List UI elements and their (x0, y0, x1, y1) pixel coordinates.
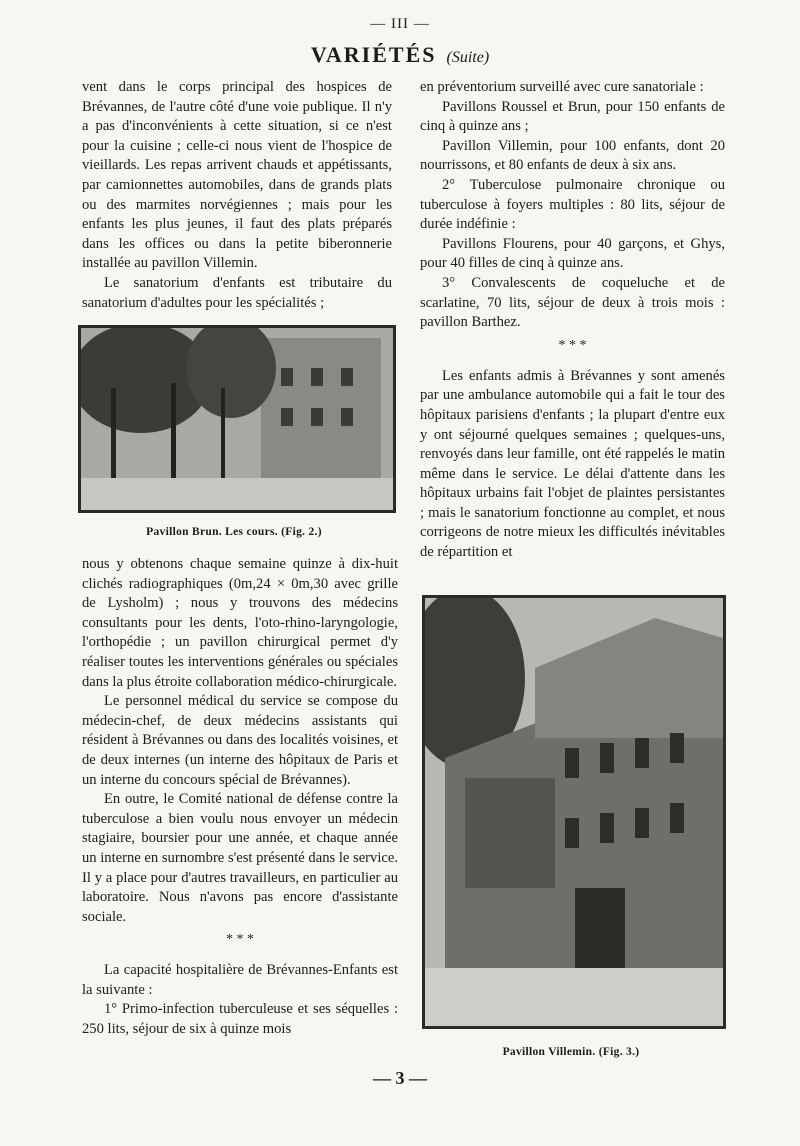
page-subtitle: (Suite) (446, 49, 490, 66)
paragraph: Pavillons Flourens, pour 40 garçons, et Ghys, pour 40 filles de cinq à quinze ans. (420, 235, 725, 272)
paragraph: En outre, le Comité national de défense contre la tuberculose a bien voulu nous envoyer un médecin stagiaire, boursier pour une année, et chaque année un interne en surnombre s'est présenté dans le service. Il y a place pour d'autres travailleurs, en particulier au laboratoire. Nous n'avons pas encore d'assistante sociale. (82, 791, 398, 925)
figure-2-photo (78, 325, 396, 513)
roman-page-number: — III — (370, 16, 430, 32)
paragraph: Pavillons Roussel et Brun, pour 150 enfants de cinq à quinze ans ; (420, 98, 725, 135)
right-column-top (420, 78, 725, 563)
photo-pavillon-brun (81, 328, 393, 510)
figure-2-caption: Pavillon Brun. Les cours. (Fig. 2.) (146, 526, 322, 538)
left-column-top (82, 78, 392, 313)
paragraph: Le personnel médical du service se compose du médecin-chef, de deux médecins assistants qui résident à Brévannes ou dans des localités voisines, et de deux internes (un interne des hôpitaux de Paris et un interne du concours spécial de Brévannes). (82, 693, 398, 788)
page-number: — 3 — (373, 1068, 427, 1088)
paragraph: en préventorium surveillé avec cure sanatoriale : (420, 79, 704, 95)
paragraph: La capacité hospitalière de Brévannes-Enfants est la suivante : (82, 962, 398, 998)
paragraph: 3° Convalescents de coqueluche et de scarlatine, 70 lits, séjour de deux à trois mois : pavillon Barthez. (420, 274, 725, 331)
page-title: VARIÉTÉS (310, 42, 437, 67)
paragraph: vent dans le corps principal des hospices de Brévannes, de l'autre côté d'une voie publique. Il n'y a pas d'inconvénients à cette situation, si ce n'est pour la cuisine ; celle-ci nous vient de l'hospice de vieillards. Les repas arrivent chauds et appétissants, par camionnettes automobiles, dans de grands plats ou des marmites norvégiennes ; mais pour les enfants les plus jeunes, il faut des plats préparés dans les offices ou dans la petite biberonnerie installée au pavillon Villemin. (82, 79, 392, 272)
paragraph: Les enfants admis à Brévannes y sont amenés par une ambulance automobile qui a fait le tour des hôpitaux parisiens d'enfants ; la plupart d'entre eux y ont séjourné quelques semaines ; quelques-uns, renvoyés dans leur famille, ont été rappelés le matin même dans le service. Le délai d'attente dans les hôpitaux urbains fait l'objet de plaintes persistantes ; mais le sanatorium fonctionne au complet, et nous corrigeons de notre mieux les difficultés inévitables de répartition et (420, 367, 725, 561)
asterism: * * * (558, 337, 587, 353)
paragraph: Le sanatorium d'enfants est tributaire du sanatorium d'adultes pour les spécialités ; (82, 274, 392, 311)
figure-3-caption: Pavillon Villemin. (Fig. 3.) (502, 1046, 640, 1058)
left-column-bottom (82, 555, 398, 1040)
photo-pavillon-villemin (425, 598, 723, 1026)
paragraph: 2° Tuberculose pulmonaire chronique ou tuberculose à foyers multiples : 80 lits, séjour de durée indéfinie : (420, 176, 725, 233)
paragraph: nous y obtenons chaque semaine quinze à dix-huit clichés radiographiques (0m,24 × 0m,30 avec grille de Lysholm) ; nous y trouvons des médecins consultants pour les dents, l'oto-rhino-laryngologie, l'orthopédie ; un pavillon chirurgical permet d'y réaliser toutes les interventions générales ou spéciales dans la plus étroite collaboration médico-chirurgicale. (82, 556, 398, 690)
page-header (0, 42, 800, 68)
paragraph: 1° Primo-infection tuberculeuse et ses séquelles : 250 lits, séjour de six à quinze mois (82, 1001, 398, 1038)
paragraph: Pavillon Villemin, pour 100 enfants, dont 20 nourrissons, et 80 enfants de deux à six ans. (420, 137, 725, 174)
asterism: * * * (226, 932, 254, 948)
figure-3-photo (422, 595, 726, 1029)
